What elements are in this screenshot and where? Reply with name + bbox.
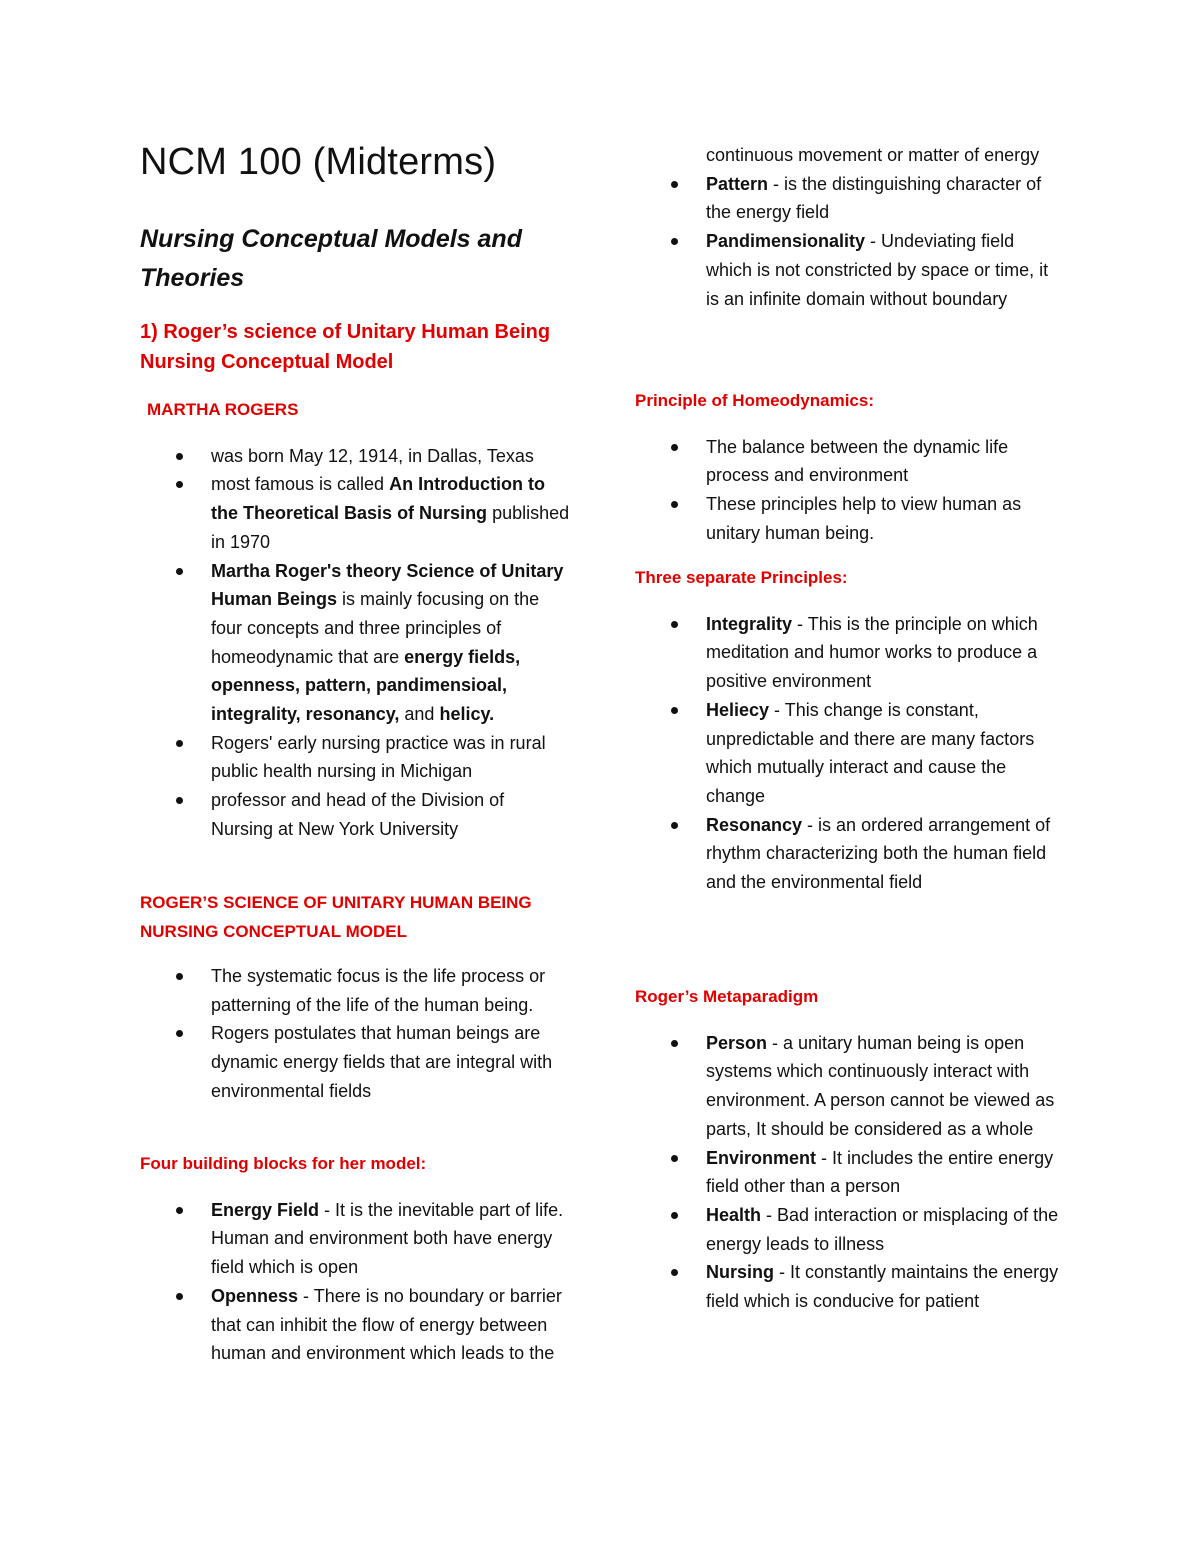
metaparadigm-list bbox=[635, 1029, 1065, 1316]
model-block bbox=[140, 888, 570, 1106]
building-blocks-block bbox=[140, 1150, 570, 1368]
metaparadigm-label: Roger’s Metaparadigm bbox=[635, 987, 819, 1006]
metaparadigm-block bbox=[635, 983, 1065, 1316]
building-blocks-list-continued bbox=[635, 141, 1065, 313]
homeodynamics-block bbox=[635, 387, 1065, 548]
martha-rogers-list bbox=[140, 442, 570, 844]
list-item: The systematic focus is the life process or patterning of the life of the human being. bbox=[140, 962, 570, 1019]
list-item: continuous movement or matter of energy bbox=[706, 145, 1040, 165]
page-subtitle: Nursing Conceptual Models and Theories bbox=[140, 225, 522, 292]
list-item: was born May 12, 1914, in Dallas, Texas bbox=[140, 442, 570, 471]
list-item: Resonancy - is an ordered arrangement of rhythm characterizing both the human field and the environmental field bbox=[635, 811, 1065, 897]
martha-rogers-block bbox=[140, 396, 570, 844]
list-item: Health - Bad interaction or misplacing of the energy leads to illness bbox=[635, 1201, 1065, 1258]
list-item: Martha Roger's theory Science of Unitary Human Beings is mainly focusing on the four concepts and three principles of homeodynamic that are energy fields, openness, pattern, pandimensioal, integrality, resonancy, and helicy. bbox=[140, 557, 570, 729]
homeodynamics-list bbox=[635, 433, 1065, 548]
building-blocks-continued bbox=[635, 141, 1065, 313]
list-item: Nursing - It constantly maintains the energy field which is conducive for patient bbox=[635, 1258, 1065, 1315]
list-item: most famous is called An Introduction to the Theoretical Basis of Nursing published in 1970 bbox=[140, 470, 570, 556]
section-heading-rogers: 1) Roger’s science of Unitary Human Being Nursing Conceptual Model bbox=[140, 321, 551, 373]
list-item: The balance between the dynamic life process and environment bbox=[635, 433, 1065, 490]
list-item: Integrality - This is the principle on which meditation and humor works to produce a positive environment bbox=[635, 610, 1065, 696]
three-principles-list bbox=[635, 610, 1065, 897]
list-item: Rogers' early nursing practice was in rural public health nursing in Michigan bbox=[140, 729, 570, 786]
list-item: These principles help to view human as unitary human being. bbox=[635, 490, 1065, 547]
model-list bbox=[140, 962, 570, 1106]
homeodynamics-label: Principle of Homeodynamics: bbox=[635, 391, 874, 410]
martha-rogers-label: MARTHA ROGERS bbox=[147, 400, 299, 419]
list-item: Openness - There is no boundary or barrier that can inhibit the flow of energy between human and environment which leads to the bbox=[140, 1282, 570, 1368]
page-title: NCM 100 (Midterms) bbox=[140, 141, 497, 183]
building-blocks-label: Four building blocks for her model: bbox=[140, 1154, 427, 1173]
list-item: Person - a unitary human being is open systems which continuously interact with environment. A person cannot be viewed as parts, It should be considered as a whole bbox=[635, 1029, 1065, 1144]
three-principles-block bbox=[635, 564, 1065, 897]
list-item: professor and head of the Division of Nursing at New York University bbox=[140, 786, 570, 843]
list-item: Pattern - is the distinguishing character of the energy field bbox=[635, 170, 1065, 227]
list-item: Energy Field - It is the inevitable part of life. Human and environment both have energy field which is open bbox=[140, 1196, 570, 1282]
list-item: Pandimensionality - Undeviating field which is not constricted by space or time, it is an infinite domain without boundary bbox=[635, 227, 1065, 313]
three-principles-label: Three separate Principles: bbox=[635, 568, 848, 587]
list-item: Rogers postulates that human beings are dynamic energy fields that are integral with environmental fields bbox=[140, 1019, 570, 1105]
list-item: Heliecy - This change is constant, unpredictable and there are many factors which mutually interact and cause the change bbox=[635, 696, 1065, 811]
list-item: Environment - It includes the entire energy field other than a person bbox=[635, 1144, 1065, 1201]
model-label: ROGER’S SCIENCE OF UNITARY HUMAN BEING NURSING CONCEPTUAL MODEL bbox=[140, 893, 532, 941]
building-blocks-list bbox=[140, 1196, 570, 1368]
